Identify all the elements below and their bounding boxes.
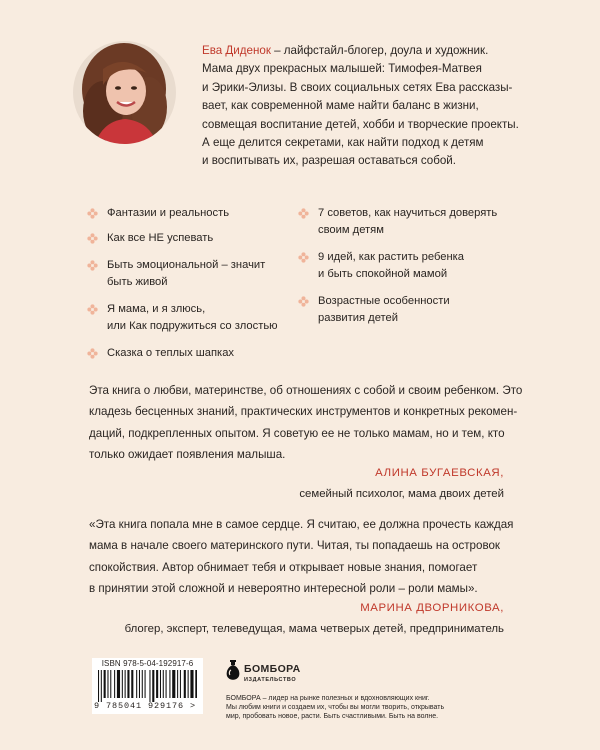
barcode-bar xyxy=(156,670,158,698)
barcode-bar xyxy=(114,670,115,698)
books-list-left xyxy=(87,205,297,372)
barcode-bar xyxy=(139,670,140,698)
barcode-bar xyxy=(136,670,137,698)
publisher-description: БОМБОРА – лидер на рынке полезных и вдохновляющих книг. Мы любим книги и создаем их, чтобы вы могли творить, открывать мир, пробовать новое, расти. Быть счастливыми. Быть на волне. xyxy=(226,695,445,721)
barcode-bar xyxy=(152,670,154,702)
list-item: Сказка о теплых шапках xyxy=(87,345,297,362)
barcode-bar xyxy=(117,670,120,698)
list-item: Как все НЕ успевать xyxy=(87,230,297,247)
list-item: Фантазии и реальность xyxy=(87,205,297,222)
barcode-bar xyxy=(180,670,181,698)
review-1-text: Эта книга о любви, материнстве, об отношениях с собой и своим ребенком. Это кладезь бесценных знаний, практических инструментов и конкретных рекомен- даций, подкрепленных опытом. Я советую ее не только мамам, но и тем, кто только ожидает появления малыша. xyxy=(89,384,523,461)
author-photo xyxy=(73,41,176,144)
publisher-subtitle: ИЗДАТЕЛЬСТВО xyxy=(244,677,297,683)
barcode-bar xyxy=(149,670,150,702)
barcode-bar xyxy=(101,670,102,702)
barcode-bar xyxy=(169,670,170,698)
barcode-bar xyxy=(172,670,175,698)
barcode-bar xyxy=(160,670,161,698)
review-1-author: АЛИНА БУГАЕВСКАЯ, семейный психолог, мама двоих детей xyxy=(299,467,504,500)
isbn-number: ISBN 978-5-04-192917-6 xyxy=(101,659,194,668)
publisher-name: БОМБОРА xyxy=(244,663,301,675)
list-item: Я мама, и я злюсь, или Как подружиться со злостью xyxy=(87,301,297,335)
flower-bullet-icon xyxy=(298,208,309,219)
barcode-bar xyxy=(127,670,129,698)
barcode-bar xyxy=(142,670,143,698)
barcode-bar xyxy=(110,670,111,698)
isbn-barcode xyxy=(92,658,203,714)
barcode-bar xyxy=(125,670,126,698)
list-item: Быть эмоциональной – значит быть живой xyxy=(87,257,297,291)
list-item: 7 советов, как научиться доверять своим детям xyxy=(298,205,518,239)
barcode-bar xyxy=(190,670,193,698)
barcode-bar xyxy=(188,670,189,698)
flower-bullet-icon xyxy=(87,260,98,271)
barcode-bar xyxy=(195,670,197,698)
barcode-bar xyxy=(122,670,123,698)
barcode-bars xyxy=(98,670,197,702)
barcode-bar xyxy=(177,670,178,698)
barcode-bar xyxy=(166,670,167,698)
author-bio: Ева Диденок – лайфстайл-блогер, доула и художник. Мама двух прекрасных малышей: Тимофея-Матвея и Эрики-Элизы. В своих социальных сетях Ева рассказы- вает, как современной маме найти баланс в жизни, совмещая воспитание детей, хобби и творческие проекты. А еще делится секретами, как найти подход к детям и воспитывать их, разрешая оставаться собой. xyxy=(202,44,519,168)
flower-bullet-icon xyxy=(87,348,98,359)
list-item: 9 идей, как растить ребенка и быть спокойной мамой xyxy=(298,249,518,283)
barcode-bar xyxy=(107,670,108,698)
barcode-bar xyxy=(98,670,99,702)
flower-bullet-icon xyxy=(87,208,98,219)
ean-digits: 9 785041 929176 > xyxy=(94,701,197,711)
review-2-text: «Эта книга попала мне в самое сердце. Я считаю, ее должна прочесть каждая мама в начале своего материнского пути. Читая, ты попадаешь на островок спокойствия. Автор обнимает тебя и открывает новые знания, помогает в принятии этой сложной и невероятно интересной роли – роли мамы». xyxy=(89,518,514,595)
flower-bullet-icon xyxy=(298,252,309,263)
list-item: Возрастные особенности развития детей xyxy=(298,293,518,327)
books-list-right xyxy=(298,205,518,337)
flower-bullet-icon xyxy=(87,233,98,244)
barcode-bar xyxy=(145,670,146,698)
barcode-bar xyxy=(104,670,106,698)
flower-bullet-icon xyxy=(298,296,309,307)
barcode-bar xyxy=(184,670,186,698)
bombora-logo-icon xyxy=(226,660,240,682)
barcode-bar xyxy=(131,670,133,698)
barcode-bar xyxy=(163,670,164,698)
review-2-author: МАРИНА ДВОРНИКОВА, блогер, эксперт, телеведущая, мама четверых детей, предприниматель xyxy=(124,602,504,635)
author-name: Ева Диденок xyxy=(202,44,271,57)
flower-bullet-icon xyxy=(87,304,98,315)
